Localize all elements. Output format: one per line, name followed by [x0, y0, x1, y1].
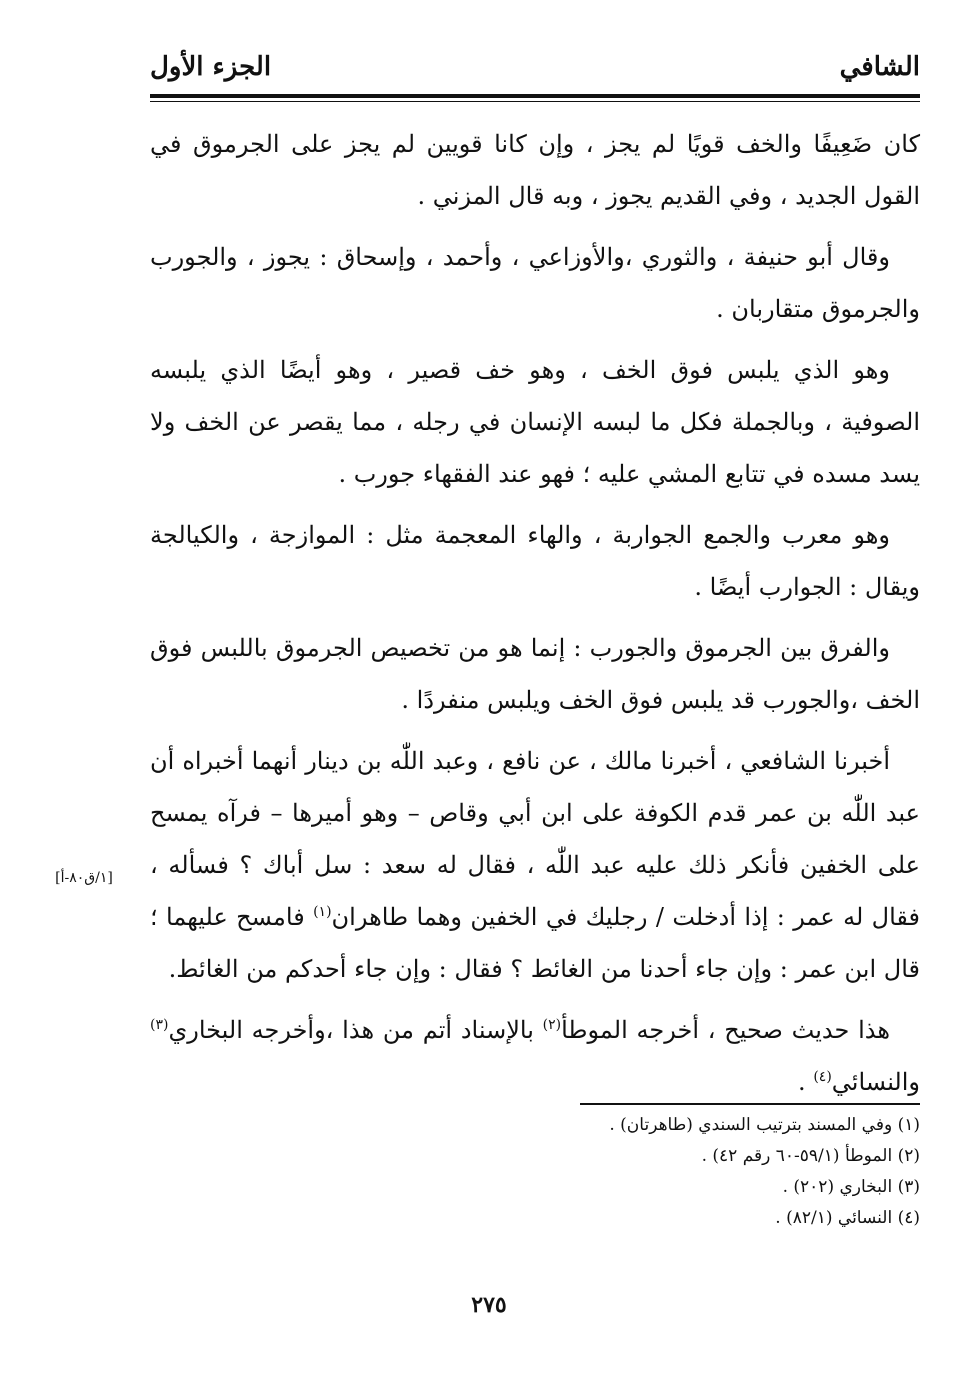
footnote-2: (٢) الموطأ (٥٩/١-٦٠ رقم ٤٢) . [701, 1146, 920, 1166]
paragraph-1: كان ضَعِيفًا والخف قويًا لم يجز ، وإن كانا قويين لم يجز على الجرموق في القول الجديد ، وفي القديم يجوز ، وبه قال المزني . [150, 130, 920, 210]
footnote-ref-3: (٣) [150, 1017, 169, 1033]
header-rule-thin [150, 101, 920, 102]
header-book-title: الشافي [839, 52, 920, 82]
hadith-text-b: فامسح عليهما ؛ قال ابن عمر : وإن جاء أحدنا من الغائط ؟ فقال : وإن جاء أحدكم من الغائط. [150, 903, 920, 983]
footnote-ref-2: (٢) [542, 1017, 562, 1033]
paragraph-3: وهو الذي يلبس فوق الخف ، وهو خف قصير ، وهو أيضًا الذي يلبسه الصوفية ، وبالجملة فكل ما لبسه الإنسان في رجله ، مما يقصر عن الخف ولا يسد مسده في تتابع المشي عليه ؛ فهو عند الفقهاء جورب . [150, 356, 920, 488]
footnote-4: (٤) النسائي (٨٢/١) . [775, 1208, 920, 1228]
footnote-ref-1: (١) [313, 904, 332, 920]
grading-text-1: هذا حديث صحيح ، أخرجه الموطأ [561, 1016, 890, 1044]
footnote-1: (١) وفي المسند بترتيب السندي (طاهرتان) . [609, 1115, 920, 1135]
hadith-paragraph [150, 735, 920, 995]
running-header [150, 52, 920, 90]
grading-text-3: والنسائي [831, 1068, 920, 1096]
header-rule-thick [150, 94, 920, 98]
footnote-3: (٣) البخاري (٢٠٢) . [782, 1177, 920, 1197]
grading-text-2: بالإسناد أتم من هذا ،وأخرجه البخاري [168, 1016, 543, 1044]
page-number: ٢٧٥ [471, 1292, 507, 1318]
header-volume-title: الجزء الأول [150, 52, 272, 82]
paragraph-4: وهو معرب والجمع الجواربة ، والهاء المعجمة مثل : الموازجة ، والكيالجة ويقال : الجوارب أيضًا . [150, 521, 920, 601]
footnote-ref-4: (٤) [813, 1069, 832, 1085]
paragraph-2: وقال أبو حنيفة ، والثوري ،والأوزاعي ، وأحمد ، وإسحاق : يجوز ، والجورب والجرموق متقاربان . [150, 243, 920, 323]
footnotes [150, 1110, 920, 1234]
footnote-separator [580, 1103, 920, 1105]
main-text [150, 118, 920, 1117]
hadith-text-a: أخبرنا الشافعي ، أخبرنا مالك ، عن نافع ، وعبد اللّٰه بن دينار أنهما أخبراه أن عبد اللّٰه بن عمر قدم الكوفة على ابن أبي وقاص – وهو أميرها – فرآه يمسح على الخفين فأنكر ذلك عليه عبد اللّٰه ، فقال له سعد : سل أباك ؟ فسأله ، فقال له عمر : إذا أدخلت / رجليك في الخفين وهما طاهران [150, 747, 920, 931]
grading-paragraph [150, 1004, 920, 1108]
paragraph-5: والفرق بين الجرموق والجورب : إنما هو من تخصيص الجرموق باللبس فوق الخف ،والجورب قد يلبس فوق الخف ويلبس منفردًا . [150, 634, 920, 714]
grading-text-4: . [798, 1068, 814, 1096]
manuscript-folio-marker: [١/ق٨٠-أ] [55, 870, 113, 886]
